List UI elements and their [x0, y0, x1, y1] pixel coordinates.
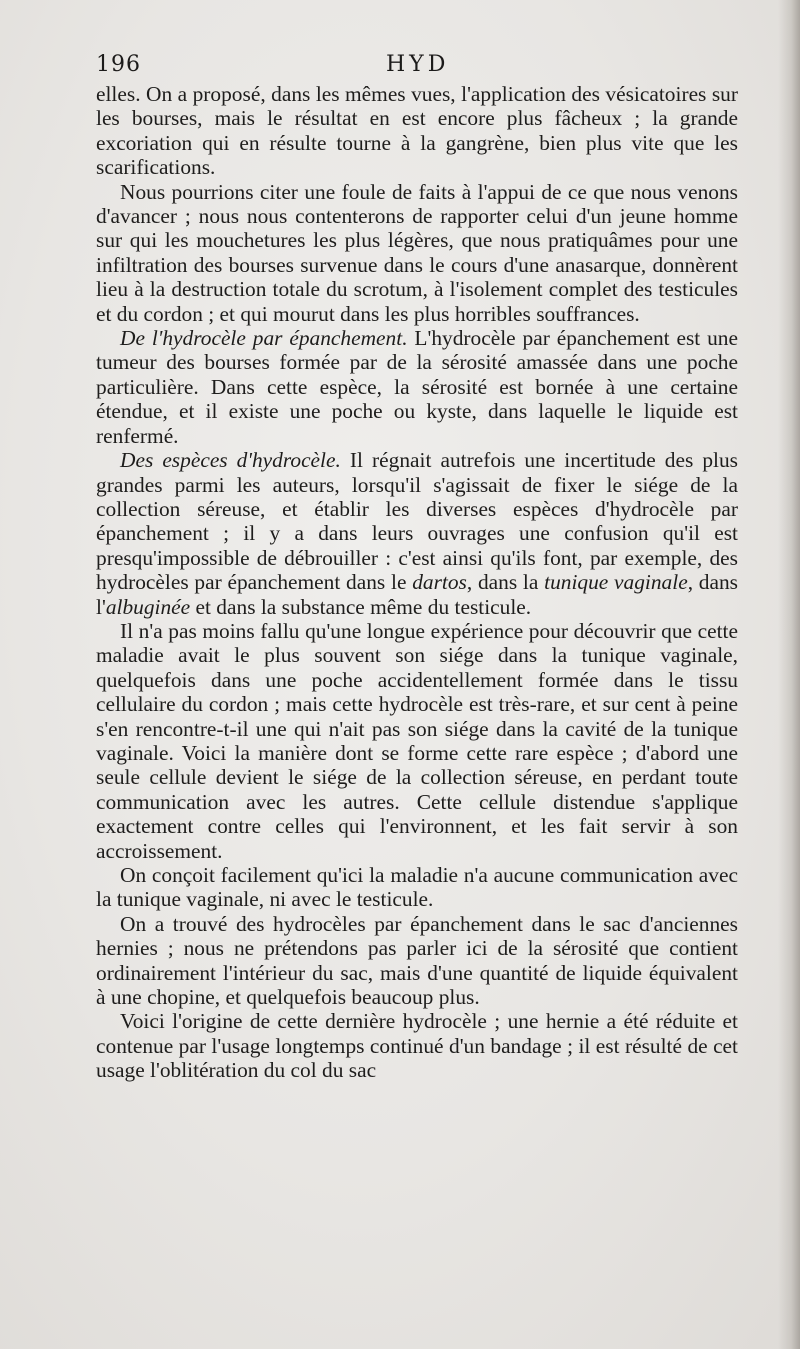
text-run: L'hydrocèle par épanchement est une tumeur des bourses formée par de la sérosité amassée dans une poche particulière. Dans cette espèce, la sérosité est bornée à une certaine étendue, et il existe une poche ou kyste, dans laquelle le liquide est renfermé.: [96, 326, 738, 448]
page-number: 196: [96, 52, 141, 77]
text-run: , dans l': [96, 570, 739, 619]
italic-text: albuginée: [105, 594, 191, 619]
page-header: [96, 52, 738, 82]
italic-text: Des espèces d'hydrocèle.: [120, 448, 341, 473]
paragraph: [96, 326, 738, 448]
text-run: Il n'a pas moins fallu qu'une longue expérience pour découvrir que cette maladie avait le plus souvent son siége dans la tunique vaginale, quelquefois dans une poche accidentellement formée dans le tissu cellulaire du cordon ; mais cette hydrocèle est très-rare, et sur cent à peine s'en rencontre-t-il une qui n'ait pas son siége dans la cavité de la tunique vaginale. Voici la manière dont se forme cette rare espèce ; d'abord une seule cellule devient le siége de la collection séreuse, en perdant toute communication avec les autres. Cette cellule distendue s'applique exactement contre celles qui l'environnent, et les fait servir à son accroissement.: [96, 618, 738, 863]
text-run: On a trouvé des hydrocèles par épanchement dans le sac d'anciennes hernies ; nous ne prétendons pas parler ici de la sérosité que contient ordinairement l'intérieur du sac, mais d'une quantité de liquide équivalent à une chopine, et quelquefois beaucoup plus.: [96, 911, 738, 1010]
paragraph: [96, 912, 738, 1010]
italic-text: dartos: [412, 570, 467, 595]
text-run: On conçoit facilement qu'ici la maladie n'a aucune communication avec la tunique vaginale, ni avec le testicule.: [96, 863, 738, 912]
paragraph: [96, 180, 738, 326]
page-edge-shadow: [778, 0, 800, 1349]
paragraph: [96, 448, 738, 619]
body-text: [96, 82, 738, 1083]
text-run: Il régnait autrefois une incertitude des plus grandes parmi les auteurs, lorsqu'il s'agissait de fixer le siége de la collection séreuse, et établir les diverses espèces d'hydrocèle par épanchement ; il y a dans leurs ouvrages une confusion qu'il est presqu'impossible de débrouiller : c'est ainsi qu'ils font, par exemple, des hydrocèles par épanchement dans le: [96, 448, 738, 595]
text-run: et dans la substance même du testicule.: [190, 594, 532, 619]
italic-text: De l'hydrocèle par épanchement.: [120, 326, 408, 351]
text-run: , dans la: [466, 570, 545, 595]
paragraph: [96, 863, 738, 912]
running-head: HYD: [386, 52, 450, 77]
paragraph: [96, 82, 738, 180]
paragraph: [96, 1009, 738, 1082]
text-run: elles. On a proposé, dans les mêmes vues, l'application des vésicatoires sur les bourses, mais le résultat en est encore plus fâcheux ; la grande excoriation qui en résulte tourne à la gangrène, bien plus vite que les scarifications.: [96, 82, 738, 180]
text-run: Voici l'origine de cette dernière hydrocèle ; une hernie a été réduite et contenue par l'usage longtemps continué d'un bandage ; il est résulté de cet usage l'oblitération du col du sac: [96, 1009, 738, 1083]
text-run: Nous pourrions citer une foule de faits à l'appui de ce que nous venons d'avancer ; nous nous contenterons de rapporter celui d'un jeune homme sur qui les mouchetures les plus légères, que nous pratiquâmes pour une infiltration des bourses survenue dans le cours d'une anasarque, donnèrent lieu à la destruction totale du scrotum, à l'isolement complet des testicules et du cordon ; et qui mourut dans les plus horribles souffrances.: [96, 179, 738, 326]
paragraph: [96, 619, 738, 863]
italic-text: tunique vaginale: [544, 570, 688, 595]
